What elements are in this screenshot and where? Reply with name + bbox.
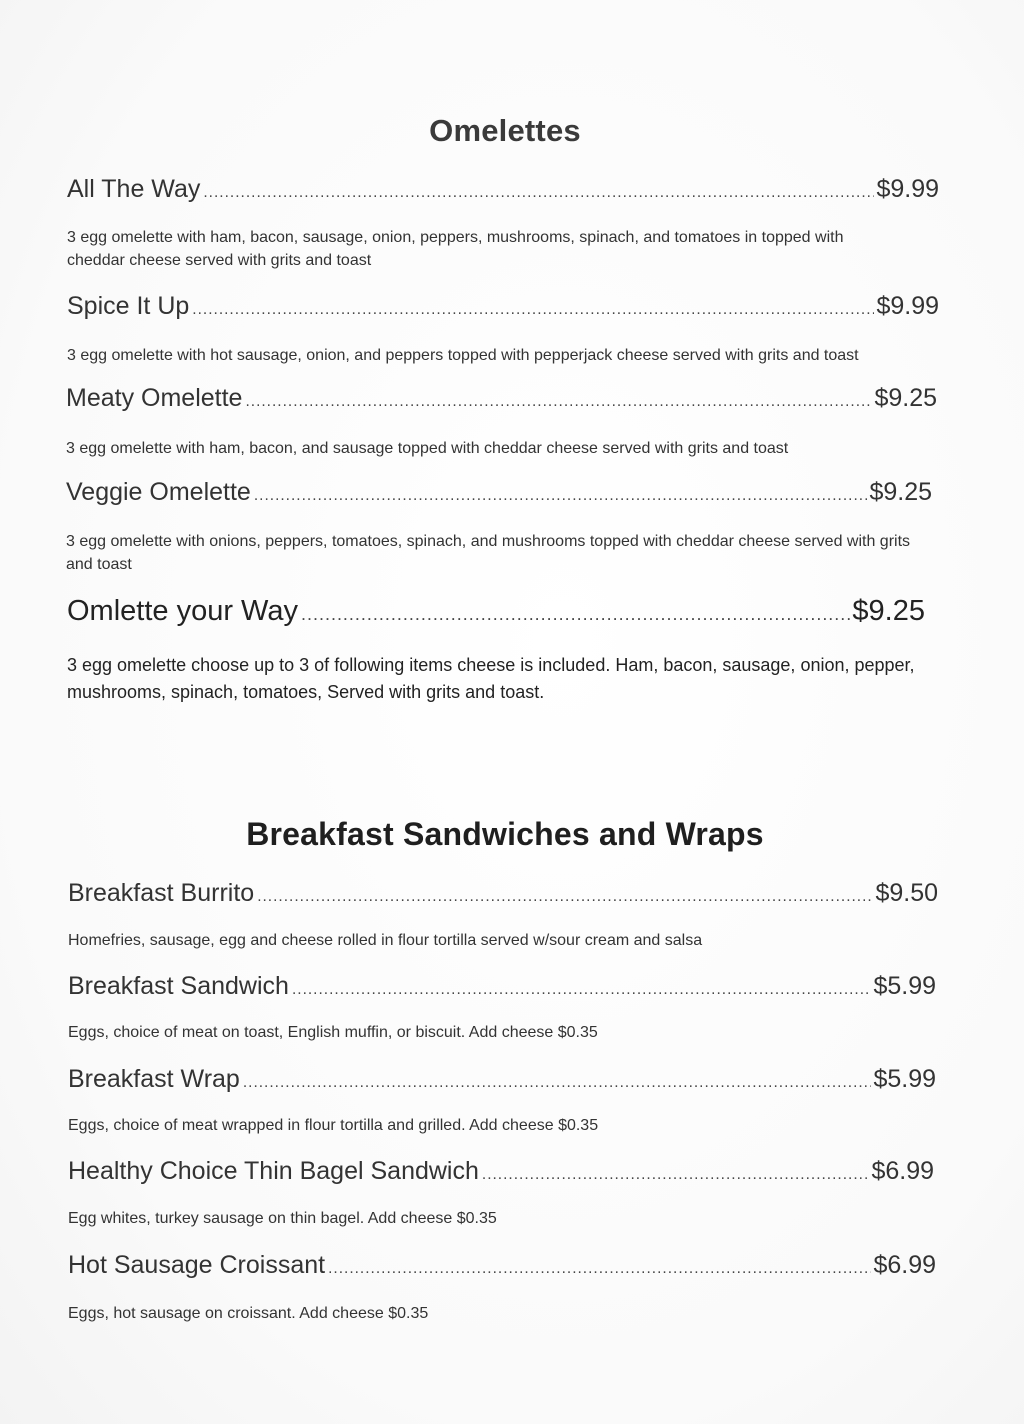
item-price: $9.25 bbox=[874, 384, 937, 412]
menu-item-breakfast-burrito bbox=[68, 879, 938, 908]
item-price: $5.99 bbox=[873, 1065, 936, 1093]
item-description: Eggs, choice of meat on toast, English muffin, or biscuit. Add cheese $0.35 bbox=[68, 1024, 598, 1041]
item-description: 3 egg omelette choose up to 3 of following items cheese is included. Ham, bacon, sausage, onion, pepper, mushrooms, spinach, tomatoes, Served with grits and toast. bbox=[67, 655, 915, 702]
item-description: 3 egg omelette with hot sausage, onion, and peppers topped with pepperjack cheese served with grits and toast bbox=[67, 347, 859, 364]
item-price: $9.50 bbox=[875, 879, 938, 907]
menu-item-hot-sausage-croissant bbox=[68, 1251, 936, 1280]
dot-leader bbox=[328, 1260, 871, 1278]
item-name: Healthy Choice Thin Bagel Sandwich bbox=[68, 1157, 479, 1185]
item-price: $9.99 bbox=[876, 175, 939, 203]
item-description: Eggs, hot sausage on croissant. Add cheese $0.35 bbox=[68, 1305, 429, 1322]
menu-item-meaty-omelette bbox=[66, 384, 937, 413]
item-description: Homefries, sausage, egg and cheese rolled in flour tortilla served w/sour cream and salsa bbox=[68, 932, 703, 949]
item-description: Egg whites, turkey sausage on thin bagel. Add cheese $0.35 bbox=[68, 1210, 497, 1227]
item-description: 3 egg omelette with ham, bacon, and sausage topped with cheddar cheese served with grits and toast bbox=[66, 440, 789, 457]
menu-item-omlette-your-way bbox=[67, 595, 925, 628]
menu-item-all-the-way bbox=[67, 175, 939, 204]
dot-leader bbox=[203, 184, 874, 202]
item-name: All The Way bbox=[67, 175, 201, 203]
section-title-omelettes: Omelettes bbox=[429, 113, 581, 148]
item-price: $5.99 bbox=[873, 972, 936, 1000]
section-title-sandwiches: Breakfast Sandwiches and Wraps bbox=[246, 816, 764, 852]
dot-leader bbox=[482, 1166, 870, 1184]
dot-leader bbox=[254, 487, 868, 505]
item-price: $9.25 bbox=[852, 595, 925, 627]
item-description: 3 egg omelette with ham, bacon, sausage, onion, peppers, mushrooms, spinach, and tomatoes in topped with cheddar cheese served with grits and toast bbox=[67, 229, 844, 270]
menu-item-breakfast-sandwich bbox=[68, 972, 936, 1001]
dot-leader bbox=[245, 393, 872, 411]
dot-leader bbox=[301, 604, 850, 625]
dot-leader bbox=[243, 1074, 872, 1092]
item-name: Hot Sausage Croissant bbox=[68, 1251, 326, 1279]
item-name: Spice It Up bbox=[67, 292, 190, 320]
item-price: $9.99 bbox=[876, 292, 939, 320]
item-price: $6.99 bbox=[871, 1157, 934, 1185]
item-description: Eggs, choice of meat wrapped in flour tortilla and grilled. Add cheese $0.35 bbox=[68, 1117, 599, 1134]
menu-item-veggie-omelette bbox=[66, 478, 932, 507]
item-name: Veggie Omelette bbox=[66, 478, 251, 506]
menu-item-spice-it-up bbox=[67, 292, 939, 321]
dot-leader bbox=[292, 981, 871, 999]
dot-leader bbox=[257, 888, 873, 906]
item-name: Breakfast Sandwich bbox=[68, 972, 289, 1000]
item-description: 3 egg omelette with onions, peppers, tomatoes, spinach, and mushrooms topped with cheddar cheese served with grits and toast bbox=[66, 533, 911, 574]
menu-item-breakfast-wrap bbox=[68, 1065, 936, 1094]
item-price: $9.25 bbox=[869, 478, 932, 506]
item-name: Breakfast Burrito bbox=[68, 879, 255, 907]
item-name: Omlette your Way bbox=[67, 595, 298, 627]
menu-item-healthy-choice-thin-bagel bbox=[68, 1157, 934, 1186]
dot-leader bbox=[192, 301, 874, 319]
item-name: Meaty Omelette bbox=[66, 384, 243, 412]
item-price: $6.99 bbox=[873, 1251, 936, 1279]
item-name: Breakfast Wrap bbox=[68, 1065, 240, 1093]
